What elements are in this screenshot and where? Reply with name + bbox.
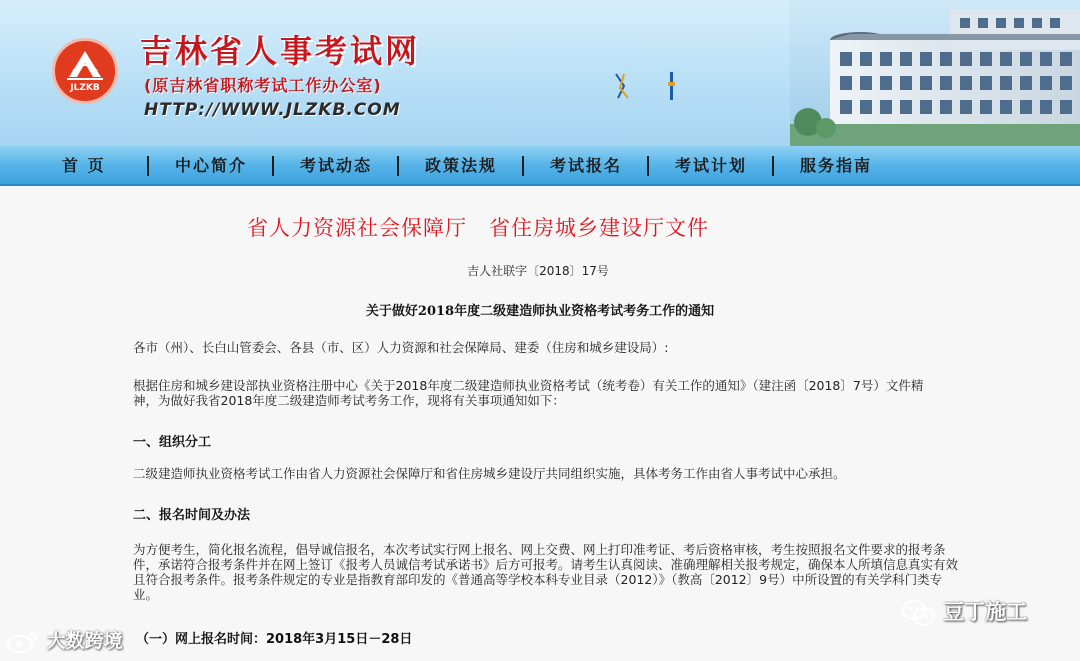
salutation: 各市（州）、长白山管委会、各县（市、区）人力资源和社会保障局、建委（住房和城乡建设局）: bbox=[133, 340, 669, 355]
site-header bbox=[0, 0, 1080, 146]
subsection-heading: （一）网上报名时间：2018年3月15日－28日 bbox=[136, 632, 413, 647]
nav-item-exam-plan[interactable]: 考试计划 bbox=[675, 156, 748, 175]
nav-item-policy[interactable]: 政策法规 bbox=[425, 156, 498, 175]
site-subtitle: (原吉林省职称考试工作办公室) bbox=[144, 76, 382, 95]
nav-separator bbox=[647, 156, 649, 176]
notice-title: 关于做好2018年度二级建造师执业资格考试考务工作的通知 bbox=[365, 304, 715, 319]
site-url[interactable]: HTTP://WWW.JLZKB.COM bbox=[144, 100, 401, 120]
site-title: 吉林省人事考试网 bbox=[140, 32, 421, 70]
nav-item-exam-news[interactable]: 考试动态 bbox=[300, 156, 373, 175]
intro-paragraph: 根据住房和城乡建设部执业资格注册中心《关于2018年度二级建造师执业资格考试（统考卷）有关工作的通知》（建注函〔2018〕7号）文件精神，为做好我省2018年度二级建造师考试考务工作，现将有关事项通知如下： bbox=[133, 378, 924, 408]
document-header: 省人力资源社会保障厅 省住房城乡建设厅文件 bbox=[247, 216, 709, 240]
section-heading: 二、报名时间及办法 bbox=[133, 508, 251, 523]
section-heading: 一、组织分工 bbox=[133, 435, 212, 450]
nav-item-home[interactable]: 首 页 bbox=[62, 156, 106, 175]
document-content bbox=[0, 188, 1080, 661]
nav-separator bbox=[147, 156, 149, 176]
watermark-left-text: 大数跨境 bbox=[46, 630, 123, 652]
nav-separator bbox=[772, 156, 774, 176]
watermark-left bbox=[6, 626, 123, 656]
watermark-right bbox=[900, 596, 1027, 630]
section-body: 二级建造师执业资格考试工作由省人力资源社会保障厅和省住房城乡建设厅共同组织实施，具体考务工作由省人事考试中心承担。 bbox=[133, 466, 846, 481]
nav-item-about[interactable]: 中心简介 bbox=[175, 156, 248, 175]
nav-item-registration[interactable]: 考试报名 bbox=[550, 156, 623, 175]
nav-separator bbox=[397, 156, 399, 176]
nav-item-service-guide[interactable]: 服务指南 bbox=[800, 156, 873, 175]
watermark-right-text: 豆丁施工 bbox=[943, 600, 1028, 624]
document-number: 吉人社联字〔2018〕17号 bbox=[467, 264, 609, 278]
logo-text: JLZKB bbox=[70, 83, 100, 93]
wechat-logo-icon bbox=[900, 598, 936, 628]
site-logo[interactable] bbox=[52, 38, 118, 104]
nav-separator bbox=[522, 156, 524, 176]
marquee-glyph-icon bbox=[612, 70, 682, 102]
weibo-logo-icon bbox=[6, 630, 40, 654]
main-nav bbox=[0, 146, 1080, 186]
building-photo-icon bbox=[790, 0, 1080, 146]
nav-separator bbox=[272, 156, 274, 176]
section-body: 为方便考生，简化报名流程，倡导诚信报名，本次考试实行网上报名、网上交费、网上打印准考证、考后资格审核，考生按照报名文件要求的报考条件，承诺符合报考条件并在网上签订《报考人员诚信考试承诺书》后方可报考。请考生认真阅读、准确理解相关报考规定，确保本人所填信息真实有效且符合报考条件。报考条件规定的专业是指教育部印发的《普通高等学校本科专业目录（2012）》（教高〔2012〕9号）中所设置的有关学科门类专业。 bbox=[133, 542, 959, 602]
